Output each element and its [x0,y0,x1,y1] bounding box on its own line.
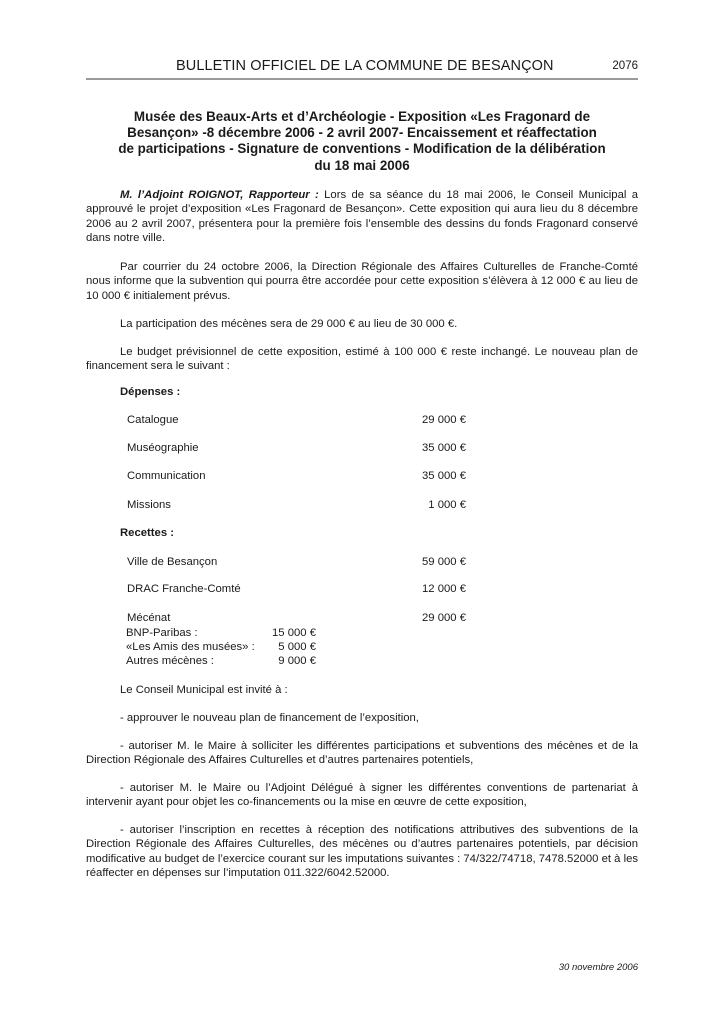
paragraph-budget: Le budget prévisionnel de cette exposition, estimé à 100 000 € reste inchangé. Le nouveau plan de financement sera le suivant : [86,346,638,373]
depenses-heading: Dépenses : [120,386,181,398]
depense-label: Missions [127,499,171,511]
bulletin-title: BULLETIN OFFICIEL DE LA COMMUNE DE BESANÇON [176,58,554,74]
resolution-item: - autoriser M. le Maire à solliciter les différentes participations et subventions des mécènes et de la Direction Régionale des Affaires Culturelles et d’autres partenaires potentiels, [86,740,638,767]
title-line-2: Besançon» -8 décembre 2006 - 2 avril 2007- Encaissement et réaffectation [127,125,597,141]
title-line-3: de participations - Signature de conventions - Modification de la délibération [118,141,606,157]
depense-amount: 1 000 € [428,499,466,511]
depense-amount: 29 000 € [422,414,466,426]
depense-label: Muséographie [127,442,199,454]
depense-label: Communication [127,470,206,482]
paragraph-mecenes: La participation des mécènes sera de 29 000 € au lieu de 30 000 €. [120,318,458,330]
title-line-1: Musée des Beaux-Arts et d’Archéologie - Exposition «Les Fragonard de [133,109,591,124]
title-line-4: du 18 mai 2006 [314,157,410,173]
mecenat-detail-label: «Les Amis des musées» : [126,641,255,653]
mecenat-detail-label: BNP-Paribas : [126,627,198,639]
depense-amount: 35 000 € [422,442,466,454]
recette-amount: 29 000 € [422,612,466,624]
footer-date: 30 novembre 2006 [558,962,638,973]
document-title [86,109,638,174]
mecenat-detail-amount: 5 000 € [278,641,316,653]
mecenat-detail-amount: 9 000 € [278,655,316,667]
paragraph-intro [86,188,638,246]
page-number: 2076 [612,60,638,72]
paragraph-drac: Par courrier du 24 octobre 2006, la Direction Régionale des Affaires Culturelles de Franche-Comté nous informe que la subvention qui pourra être accordée pour cette exposition s’élèvera à 12 000 € au lieu de 10 000 € initialement prévus. [86,261,638,302]
resolution-item: - autoriser l’inscription en recettes à réception des notifications attributives des subventions de la Direction Régionale des Affaires Culturelles, des mécènes ou d’autres partenaires potentiels, par décision modificative au budget de l’exercice courant sur les imputations suivantes : 74/322/74718, 7478.52000 et à les réaffecter en dépenses sur l’imputation 011.322/6042.52000. [86,824,639,880]
recette-label: Mécénat [127,612,171,624]
page-header [86,58,638,80]
recettes-heading: Recettes : [120,527,174,539]
recette-amount: 59 000 € [422,556,466,568]
mecenat-detail-label: Autres mécènes : [126,655,214,667]
depense-amount: 35 000 € [422,470,466,482]
recette-label: DRAC Franche-Comté [127,583,241,595]
resolution-intro: Le Conseil Municipal est invité à : [120,684,288,696]
rapporteur-label: M. l’Adjoint ROIGNOT, Rapporteur : [120,189,319,201]
mecenat-detail-amount: 15 000 € [272,627,316,639]
paragraph-intro-text: Lors de sa séance du 18 mai 2006, le Conseil Municipal a approuvé le projet d’exposition «Les Fragonard de Besançon». Cette exposition qui aura lieu du 8 décembre 2006 au 2 avril 2007, présentera pour la première fois l’ensemble des dessins du fonds Fragonard conservé dans notre ville. [86,189,638,245]
recette-amount: 12 000 € [422,583,466,595]
depense-label: Catalogue [127,414,179,426]
resolution-item: - approuver le nouveau plan de financement de l’exposition, [120,712,419,724]
resolution-item: - autoriser M. le Maire ou l’Adjoint Délégué à signer les différentes conventions de partenariat à intervenir ayant pour objet les co-financements ou la mise en œuvre de cette exposition, [86,782,638,809]
recette-label: Ville de Besançon [127,556,218,568]
